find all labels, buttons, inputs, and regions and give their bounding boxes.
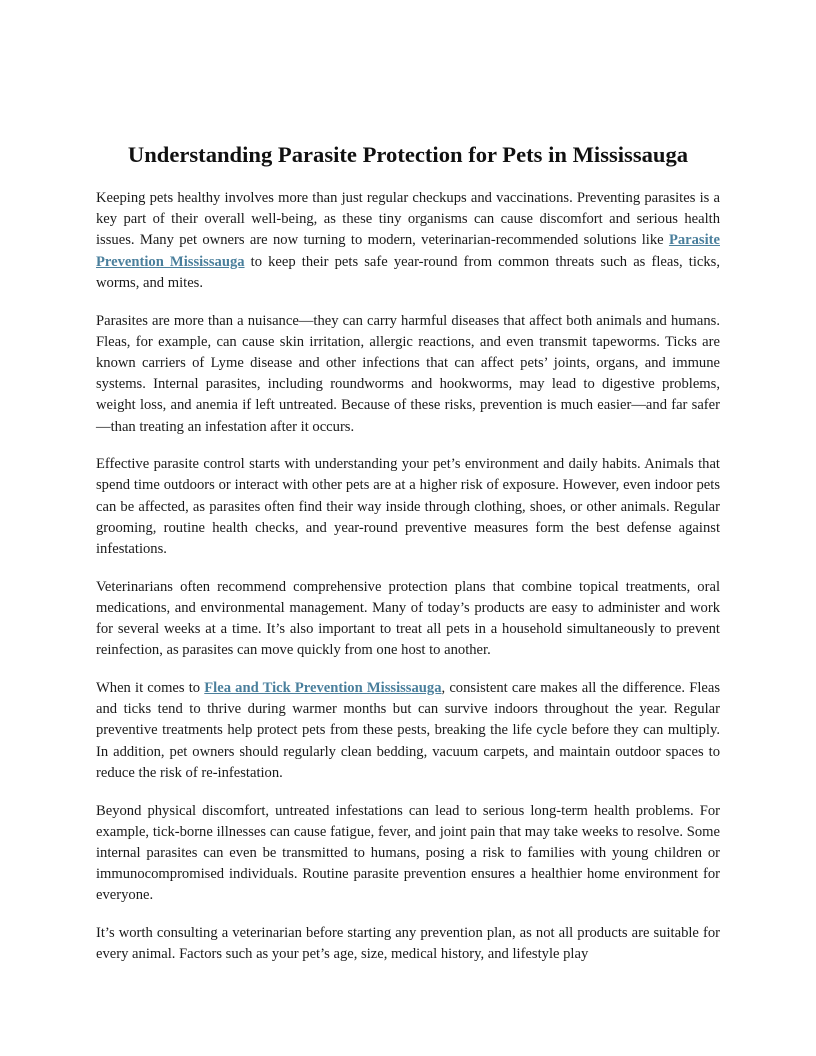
flea-tick-prevention-link[interactable]: Flea and Tick Prevention Mississauga bbox=[204, 680, 442, 697]
paragraph-flea-tick-text-after: , consistent care makes all the difference. Fleas and ticks tend to thrive during warmer months but can survive indoors throughout the year. Regular preventive treatments help protect pets from these pests, breaking the life cycle before they can multiply. In addition, pet owners should regularly clean bedding, vacuum carpets, and maintain outdoor spaces to reduce the risk of re-infestation. bbox=[96, 680, 721, 781]
paragraph-intro bbox=[96, 188, 720, 294]
document-page bbox=[96, 141, 720, 982]
paragraph-intro-text-before: Keeping pets healthy involves more than just regular checkups and vaccinations. Preventing parasites is a key part of their overall well-being, as these tiny organisms can cause discomfort and serious health issues. Many pet owners are now turning to modern, veterinarian-recommended solutions like bbox=[96, 190, 720, 249]
paragraph-flea-tick-text-before: When it comes to bbox=[96, 680, 205, 697]
paragraph-control: Effective parasite control starts with understanding your pet’s environment and daily habits. Animals that spend time outdoors or interact with other pets are at a higher risk of exposure. However, even indoor pets can be affected, as parasites often find their way inside through clothing, shoes, or other animals. Regular grooming, routine health checks, and year-round preventive measures form the best defense against infestations. bbox=[96, 456, 720, 558]
parasite-prevention-link[interactable]: Parasite Prevention Mississauga bbox=[96, 232, 720, 270]
paragraph-veterinarians: Veterinarians often recommend comprehensive protection plans that combine topical treatments, oral medications, and environmental management. Many of today’s products are easy to administer and work for several weeks at a time. It’s also important to treat all pets in a household simultaneously to prevent reinfection, as parasites can move quickly from one host to another. bbox=[96, 578, 720, 659]
document-title: Understanding Parasite Protection for Pets in Mississauga bbox=[127, 142, 689, 167]
paragraph-long-term: Beyond physical discomfort, untreated infestations can lead to serious long-term health problems. For example, tick-borne illnesses can cause fatigue, fever, and joint pain that may take weeks to resolve. Some internal parasites can even be transmitted to humans, posing a risk to families with young children or immunocompromised individuals. Routine parasite prevention ensures a healthier home environment for everyone. bbox=[96, 802, 720, 904]
paragraph-flea-tick bbox=[96, 678, 720, 784]
paragraph-intro-text-after: to keep their pets safe year-round from common threats such as fleas, ticks, worms, and mites. bbox=[96, 253, 720, 291]
paragraph-risks: Parasites are more than a nuisance—they can carry harmful diseases that affect both animals and humans. Fleas, for example, can cause skin irritation, allergic reactions, and even transmit tapeworms. Ticks are known carriers of Lyme disease and other infections that can affect pets’ joints, organs, and immune systems. Internal parasites, including roundworms and hookworms, may lead to digestive problems, weight loss, and anemia if left untreated. Because of these risks, prevention is much easier—and far safer—than treating an infestation after it occurs. bbox=[96, 312, 720, 435]
paragraph-consulting: It’s worth consulting a veterinarian before starting any prevention plan, as not all products are suitable for every animal. Factors such as your pet’s age, size, medical history, and lifestyle play bbox=[96, 925, 720, 963]
